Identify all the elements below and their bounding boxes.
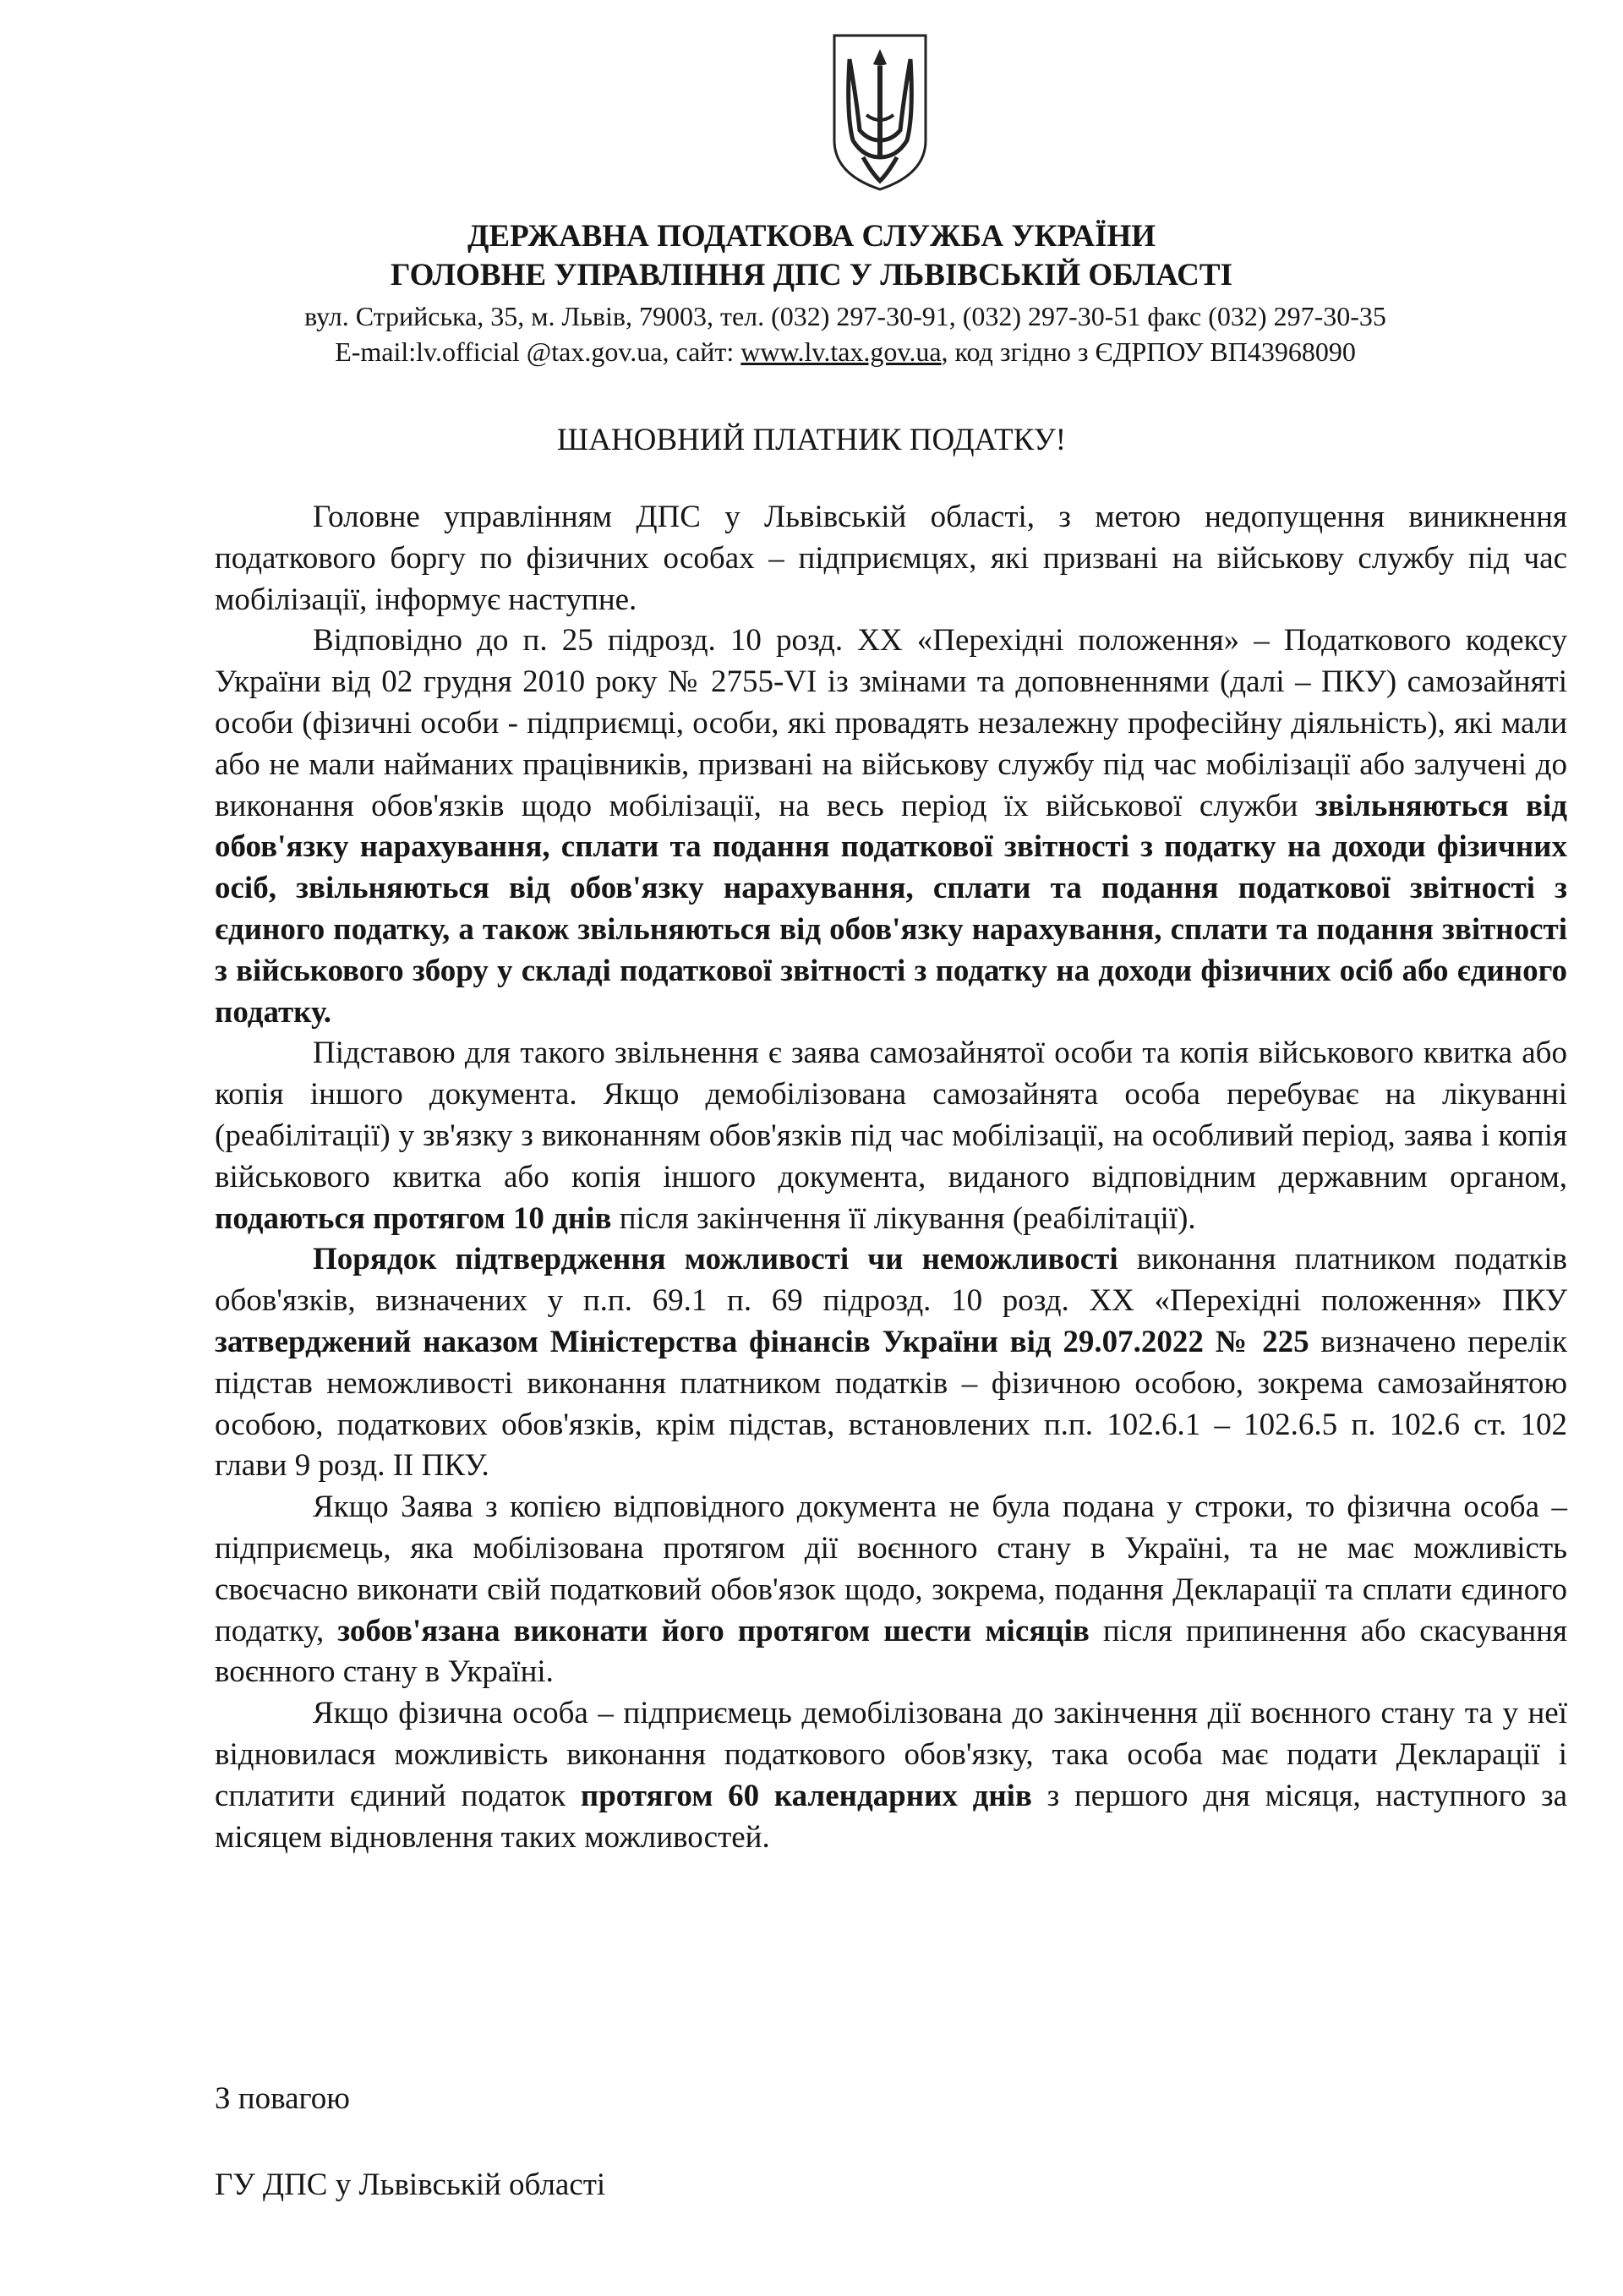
ukraine-trident-emblem-icon [829, 30, 931, 194]
paragraph-6 [215, 1693, 1567, 1858]
letter-body [215, 497, 1567, 1858]
paragraph-5-text: Якщо Заява з копією відповідного документа не була подана у строки, то фізична особа – підприємець, яка мобілізована протягом дії воєнного стану в Україні, та не має можливість своєчасно виконати свій податковий обов'язок щодо, зокрема, подання Декларації та сплати єдиного податку, [215, 1490, 1567, 1648]
paragraph-3-tail: після закінчення її лікування (реабілітації). [611, 1200, 1196, 1236]
paragraph-5 [215, 1487, 1567, 1693]
org-address: вул. Стрийська, 35, м. Львів, 79003, тел. (032) 297-30-91, (032) 297-30-51 факс (032) 297-30-35 [304, 301, 1386, 331]
edrpou-text: , код згідно з ЄДРПОУ ВП43968090 [941, 336, 1356, 367]
paragraph-5-bold: зобов'язана виконати його протягом шести місяців [337, 1613, 1090, 1648]
paragraph-6-text: Якщо фізична особа – підприємець демобілізована до закінчення дії воєнного стану та у неї відновилася можливість виконання податкового обов'язку, така особа має подати Декларації і сплатити єдиний податок [215, 1696, 1567, 1813]
paragraph-4-text: виконання платником податків обов'язків, визначених у п.п. 69.1 п. 69 підрозд. 10 розд. XX «Перехідні положення» ПКУ [215, 1242, 1567, 1319]
paragraph-2-bold: звільняються від обов'язку нарахування, сплати та подання податкової звітності з податку на доходи фізичних осіб, звільняються від обов'язку нарахування, сплати та подання податкової звітності з єдиного податку, а також звільняються від обов'язку нарахування, сплати та подання звітності з військового збору у складі податкової звітності з податку на доходи фізичних осіб або єдиного податку. [215, 788, 1567, 1030]
paragraph-3 [215, 1033, 1567, 1239]
paragraph-6-tail: з першого дня місяця, наступного за місяцем відновлення таких можливостей. [215, 1778, 1567, 1855]
closing-signature: ГУ ДПС у Львівській області [215, 2168, 606, 2202]
paragraph-4-tail: визначено перелік підстав неможливості виконання платником податків – фізичною особою, зокрема самозайнятою особою, податкових обов'язків, крім підстав, встановлених п.п. 102.6.1 – 102.6.5 п. 102.6 ст. 102 глави 9 розд. II ПКУ. [215, 1324, 1567, 1484]
closing-regards: З повагою [215, 2081, 350, 2116]
email-text: E-mail:lv.official @tax.gov.ua, сайт: [335, 336, 741, 367]
org-name-line1: ДЕРЖАВНА ПОДАТКОВА СЛУЖБА УКРАЇНИ [467, 219, 1156, 254]
org-name-line2: ГОЛОВНЕ УПРАВЛІННЯ ДПС У ЛЬВІВСЬКІЙ ОБЛАСТІ [391, 258, 1232, 292]
paragraph-1: Головне управлінням ДПС у Львівській області, з метою недопущення виникнення податкового боргу по фізичних особах – підприємцях, які призвані на військову службу під час мобілізації, інформує наступне. [215, 500, 1567, 617]
paragraph-4-bold-order: затверджений наказом Міністерства фінансів України від 29.07.2022 № 225 [215, 1324, 1309, 1359]
paragraph-4-bold-lead: Порядок підтвердження можливості чи неможливості [313, 1242, 1118, 1277]
paragraph-5-tail: після припинення або скасування воєнного стану в Україні. [215, 1613, 1567, 1690]
website-link[interactable]: www.lv.tax.gov.ua [740, 336, 942, 367]
org-contacts [169, 335, 1522, 369]
paragraph-3-text: Підставою для такого звільнення є заява самозайнятої особи та копія військового квитка або копія іншого документа. Якщо демобілізована самозайнята особа перебуває на лікуванні (реабілітації) у зв'язку з виконанням обов'язків під час мобілізації, на особливий період, заява і копія військового квитка або копія іншого документа, виданого відповідним державним органом, [215, 1036, 1567, 1194]
paragraph-2 [215, 620, 1567, 1033]
paragraph-6-bold: протягом 60 календарних днів [580, 1778, 1032, 1813]
paragraph-3-bold: подаються протягом 10 днів [215, 1200, 612, 1236]
salutation: ШАНОВНИЙ ПЛАТНИК ПОДАТКУ! [556, 423, 1067, 457]
paragraph-4 [215, 1239, 1567, 1487]
paragraph-2-text: Відповідно до п. 25 підрозд. 10 розд. XX «Перехідні положення» – Податкового кодексу України від 02 грудня 2010 року № 2755-VI із змінами та доповненнями (далі – ПКУ) самозайняті особи (фізичні особи - підприємці, особи, які провадять незалежну професійну діяльність), які мали або не мали найманих працівників, призвані на військову службу під час мобілізації або залучені до виконання обов'язків щодо мобілізації, на весь період їх військової служби [215, 623, 1567, 823]
